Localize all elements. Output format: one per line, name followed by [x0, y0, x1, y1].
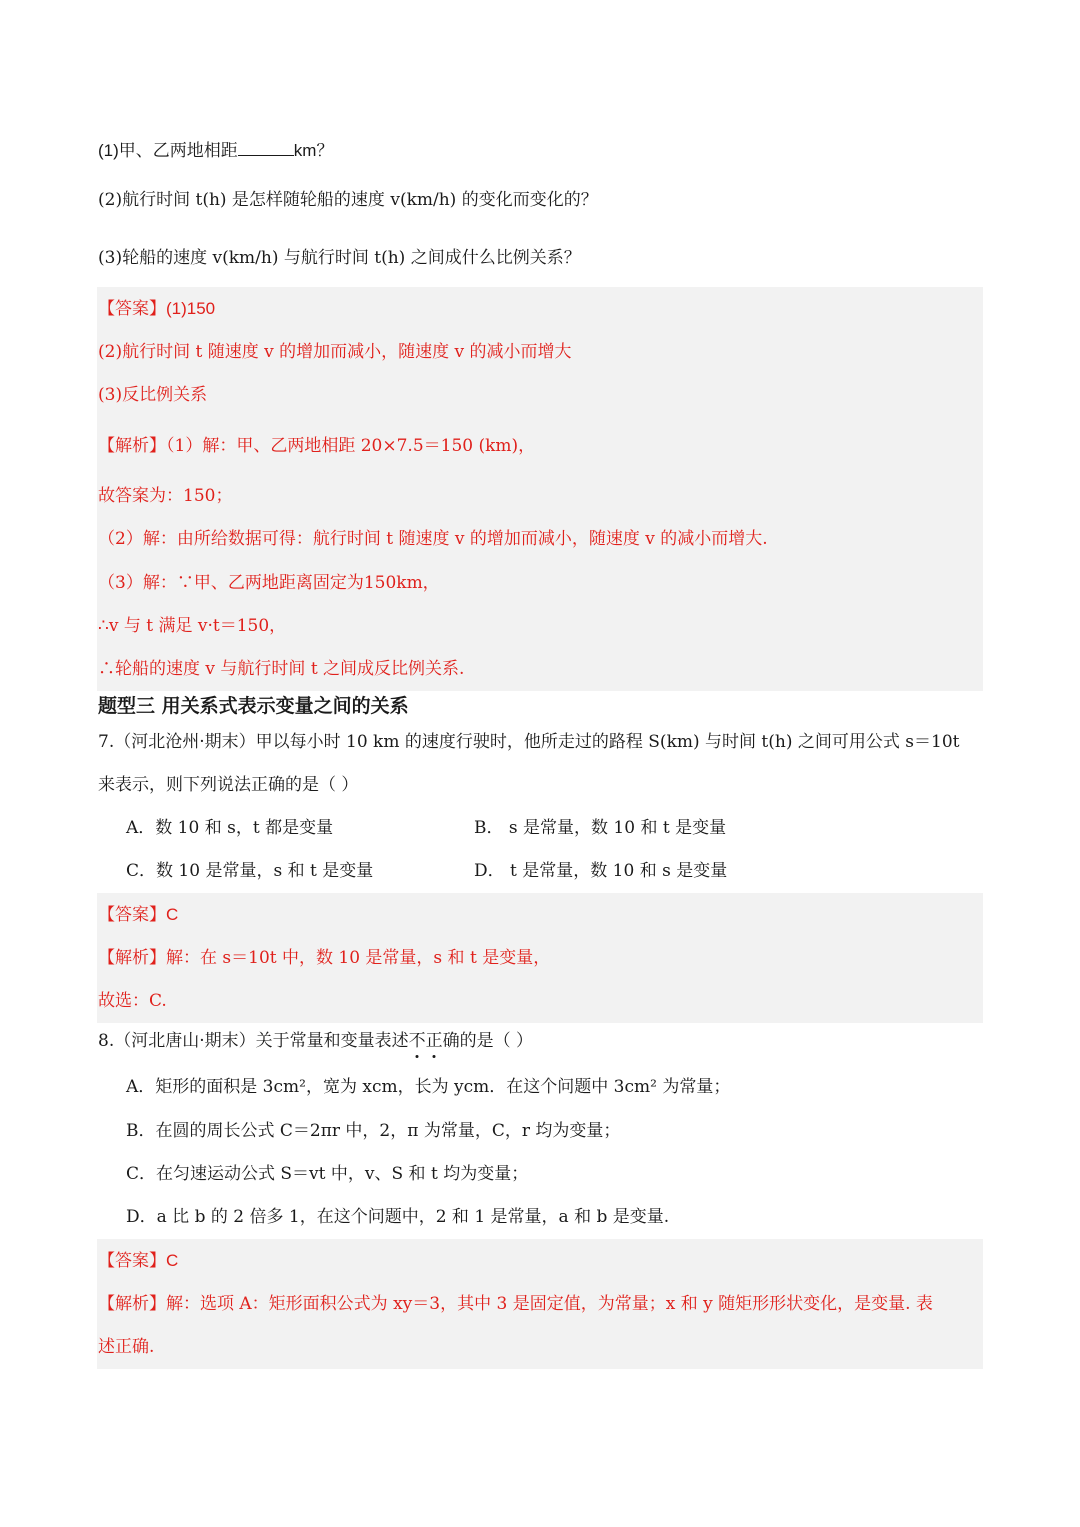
q7-option-a: A．数 10 和 s，t 都是变量: [126, 818, 334, 838]
q7-stem-line1: 7.（河北沧州·期末）甲以每小时 10 km 的速度行驶时，他所走过的路程 S(km) 与时间 t(h) 之间可用公式 s＝10t: [98, 732, 960, 752]
q6-part3: (3)轮船的速度 v(km/h) 与航行时间 t(h) 之间成什么比例关系？: [98, 248, 581, 268]
answer-tag: 【答案】: [98, 905, 166, 925]
q8-option-b: B．在圆的周长公式 C＝2πr 中，2，π 为常量，C，r 均为变量；: [126, 1121, 621, 1141]
answer-blank: [238, 138, 294, 156]
q6-part1: [98, 138, 333, 163]
q8-emphasis-char1: 不: [408, 1031, 426, 1051]
q7-answer: [98, 903, 178, 927]
q7-analysis2: 故选：C.: [98, 991, 167, 1011]
q8-emphasis-char2: 正: [425, 1031, 443, 1051]
q8-analysis2: 述正确.: [98, 1337, 155, 1357]
analysis-text: （1）解：甲、乙两地相距 20×7.5＝150 (km)，: [166, 436, 536, 456]
q6-analysis2: 故答案为：150；: [98, 486, 233, 506]
q7-option-c: C．数 10 是常量，s 和 t 是变量: [126, 861, 374, 881]
q6-answer1: [98, 297, 215, 321]
q6-part2: (2)航行时间 t(h) 是怎样随轮船的速度 v(km/h) 的变化而变化的？: [98, 190, 598, 210]
q7-stem-line2: 来表示，则下列说法正确的是（ ）: [98, 775, 359, 795]
analysis-text: 解：选项 A：矩形面积公式为 xy＝3，其中 3 是固定值，为常量；x 和 y 随矩形形状变化，是变量. 表: [166, 1294, 933, 1314]
analysis-text: 解：在 s＝10t 中，数 10 是常量，s 和 t 是变量，: [166, 948, 551, 968]
q8-stem-b: 确的是（ ）: [442, 1031, 534, 1051]
q6-analysis5: ∴v 与 t 满足 v·t＝150，: [98, 616, 287, 636]
q8-stem: [98, 1029, 533, 1053]
q8-option-c: C．在匀速运动公式 S＝vt 中，v、S 和 t 均为变量；: [126, 1164, 529, 1184]
section-title: 题型三 用关系式表示变量之间的关系: [98, 695, 409, 717]
q7-analysis1: [98, 946, 550, 970]
q8-stem-a: 8.（河北唐山·期末）关于常量和变量表述: [98, 1031, 409, 1051]
answer-text: (1)150: [166, 299, 216, 318]
answer-tag: 【答案】: [98, 299, 166, 319]
q7-option-b: B． s 是常量，数 10 和 t 是变量: [474, 818, 727, 838]
answer-tag: 【答案】: [98, 1251, 166, 1271]
answer-text: C: [166, 1251, 179, 1270]
q8-answer: [98, 1249, 178, 1273]
q6-analysis3: （2）解：由所给数据可得：航行时间 t 随速度 v 的增加而减小，随速度 v 的减小而增大.: [98, 529, 768, 549]
q8-option-a: A．矩形的面积是 3cm²，宽为 xcm，长为 ycm．在这个问题中 3cm² 为常量；: [126, 1077, 731, 1097]
analysis-tag: 【解析】: [98, 436, 166, 456]
q6-part1-tail: km？: [293, 141, 334, 160]
q6-analysis6: ∴轮船的速度 v 与航行时间 t 之间成反比例关系.: [98, 659, 465, 679]
analysis-tag: 【解析】: [98, 1294, 166, 1314]
q6-answer2: (2)航行时间 t 随速度 v 的增加而减小，随速度 v 的减小而增大: [98, 342, 572, 362]
q6-part1-text: (1)甲、乙两地相距: [98, 141, 238, 160]
q8-option-d: D．a 比 b 的 2 倍多 1，在这个问题中，2 和 1 是常量，a 和 b 是变量.: [126, 1207, 670, 1227]
q6-analysis1: [98, 434, 535, 458]
q7-option-d: D． t 是常量，数 10 和 s 是变量: [474, 861, 728, 881]
q6-analysis4: （3）解：∵甲、乙两地距离固定为150km，: [98, 573, 440, 593]
q8-analysis1: [98, 1292, 933, 1316]
analysis-tag: 【解析】: [98, 948, 166, 968]
answer-text: C: [166, 905, 179, 924]
q6-answer3: (3)反比例关系: [98, 385, 208, 405]
